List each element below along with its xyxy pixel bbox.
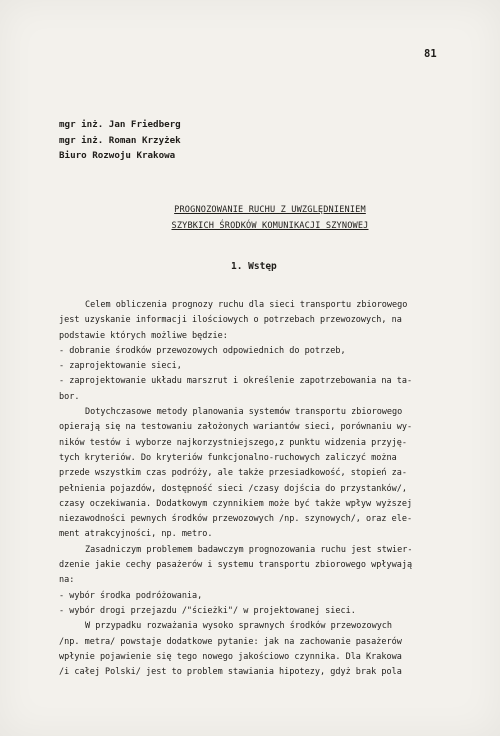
title-line: SZYBKICH ŚRODKÓW KOMUNIKACJI SZYNOWEJ [171, 220, 369, 231]
body-line: W przypadku rozważania wysoko sprawnych środków przewozowych [85, 621, 393, 632]
body-line: ników testów i wyborze najkorzystniejszego,z punktu widzenia przyję- [59, 437, 407, 448]
body-line: - zaprojektowanie układu marszrut i określenie zapotrzebowania na ta- [59, 376, 413, 387]
body-line: - dobranie środków przewozowych odpowiednich do potrzeb, [59, 345, 346, 356]
body-line: /np. metra/ powstaje dodatkowe pytanie: jak na zachowanie pasażerów [59, 636, 402, 647]
author-line: mgr inż. Roman Krzyżek [59, 134, 181, 146]
body-line: /i całej Polski/ jest to problem stawiania hipotezy, gdyż brak pola [59, 667, 402, 678]
author-block [59, 117, 181, 164]
body-line: - wybór środka podróżowania, [59, 590, 203, 601]
body-line: Zasadniczym problemem badawczym prognozowania ruchu jest stwier- [85, 544, 413, 555]
body-text [59, 298, 451, 680]
body-line: Dotychczasowe metody planowania systemów transportu zbiorowego [85, 407, 403, 418]
page-number: 81 [424, 48, 437, 60]
body-line: na: [59, 575, 75, 586]
body-line: niezawodności pewnych środków przewozowych /np. szynowych/, oraz ele- [59, 514, 413, 525]
body-line: przede wszystkim czas podróży, ale także przesiadkowość, stopień za- [59, 468, 407, 479]
body-line: - zaprojektowanie sieci, [59, 361, 182, 372]
body-line: czasy oczekiwania. Dodatkowym czynnikiem może być także wpływ wyższej [59, 498, 413, 509]
body-line: opierają się na testowaniu założonych wariantów sieci, porównaniu wy- [59, 422, 413, 433]
body-line: Celem obliczenia prognozy ruchu dla sieci transportu zbiorowego [85, 300, 408, 310]
affiliation-line: Biuro Rozwoju Krakowa [59, 150, 176, 161]
document-title [150, 203, 390, 234]
body-line: podstawie których możliwe będzie: [59, 330, 228, 341]
body-line: jest uzyskanie informacji ilościowych o potrzebach przewozowych, na [59, 315, 402, 326]
body-line: tych kryteriów. Do kryteriów funkcjonalno-ruchowych zaliczyć można [59, 452, 397, 463]
body-line: bor. [59, 391, 80, 402]
body-line: wpłynie pojawienie się tego nowego jakościowo czynnika. Dla Krakowa [59, 651, 402, 662]
section-heading: 1. Wstęp [231, 261, 277, 272]
body-line: ment atrakcyjności, np. metro. [59, 529, 213, 540]
author-line: mgr inż. Jan Friedberg [59, 119, 181, 130]
body-line: - wybór drogi przejazdu /"ścieżki"/ w projektowanej sieci. [59, 605, 356, 616]
body-line: pełnienia pojazdów, dostępność sieci /czasy dojścia do przystanków/, [59, 483, 407, 494]
body-line: dzenie jakie cechy pasażerów i systemu transportu zbiorowego wpływają [59, 560, 413, 571]
title-line: PROGNOZOWANIE RUCHU Z UWZGLĘDNIENIEM [174, 205, 366, 215]
